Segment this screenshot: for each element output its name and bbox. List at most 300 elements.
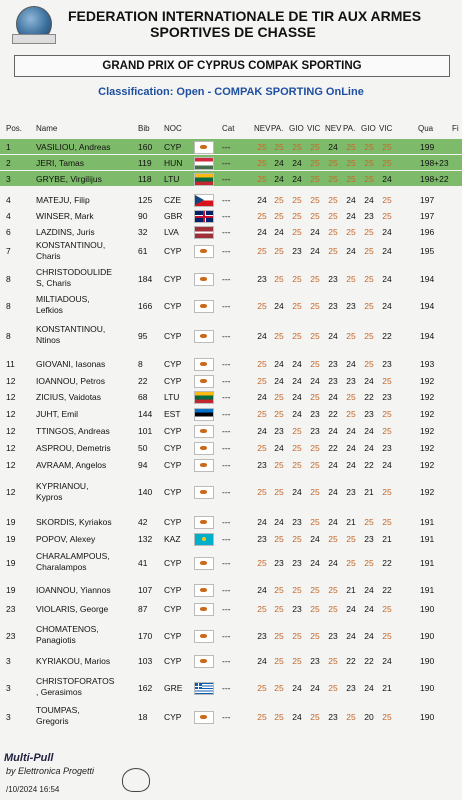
category-cell: ---	[222, 331, 231, 341]
round-score-cell: 25	[328, 585, 338, 595]
round-score-cell: 25	[310, 712, 320, 722]
athlete-name-line: Charalampos	[36, 562, 87, 572]
col-header-round: NEV	[254, 124, 271, 133]
category-cell: ---	[222, 604, 231, 614]
round-score-cell: 23	[310, 409, 320, 419]
round-score-cell: 24	[292, 683, 302, 693]
round-score-cell: 25	[346, 227, 356, 237]
athlete-name-line: ZICIUS, Vaidotas	[36, 392, 102, 402]
round-score-cell: 25	[310, 195, 320, 205]
table-row	[0, 373, 462, 388]
athlete-name	[36, 409, 78, 420]
col-header-pos: Pos.	[6, 124, 23, 133]
bib-cell: 95	[138, 331, 148, 341]
round-score-cell: 24	[364, 443, 374, 453]
cyprus-island-shape	[200, 588, 207, 592]
round-score-cell: 24	[310, 227, 320, 237]
round-score-cell: 24	[292, 712, 302, 722]
col-header-round: PA.	[343, 124, 356, 133]
round-score-cell: 25	[346, 712, 356, 722]
round-score-cell: 25	[292, 460, 302, 470]
round-score-cell: 23	[328, 376, 338, 386]
round-score-cell: 25	[274, 712, 284, 722]
round-score-cell: 25	[364, 558, 374, 568]
round-score-cell: 25	[346, 331, 356, 341]
athlete-name-line: GRYBE, Virgilijus	[36, 174, 102, 184]
round-score-cell: 25	[346, 558, 356, 568]
round-score-cell: 25	[274, 487, 284, 497]
round-score-cell: 25	[364, 331, 374, 341]
round-score-cell: 25	[292, 656, 302, 666]
round-score-cell: 25	[274, 585, 284, 595]
athlete-name	[36, 359, 105, 370]
round-score-cell: 25	[364, 246, 374, 256]
round-score-cell: 25	[382, 142, 392, 152]
position-cell: 4	[6, 211, 11, 221]
noc-cell: CYP	[164, 487, 182, 497]
qualification-total-cell: 192	[420, 426, 435, 436]
position-cell: 23	[6, 604, 16, 614]
round-score-cell: 25	[310, 142, 320, 152]
country-flag-icon	[194, 682, 214, 695]
country-flag-icon	[194, 226, 214, 239]
athlete-name-line: AVRAAM, Angelos	[36, 460, 107, 470]
bib-cell: 101	[138, 426, 153, 436]
round-score-cell: 22	[364, 392, 374, 402]
athlete-name	[36, 551, 110, 573]
bib-cell: 118	[138, 174, 152, 184]
position-cell: 3	[6, 174, 11, 184]
position-cell: 8	[6, 301, 11, 311]
round-score-cell: 24	[257, 227, 267, 237]
category-cell: ---	[222, 301, 231, 311]
noc-cell: CYP	[164, 631, 182, 641]
athlete-name-line: JUHT, Emil	[36, 409, 79, 419]
round-score-cell: 25	[328, 683, 338, 693]
athlete-name-line: IOANNOU, Petros	[36, 376, 105, 386]
round-score-cell: 24	[257, 426, 267, 436]
category-cell: ---	[222, 158, 231, 168]
category-cell: ---	[222, 585, 231, 595]
flag-sun	[202, 537, 206, 541]
round-score-cell: 25	[292, 301, 302, 311]
country-flag-icon	[194, 655, 214, 668]
noc-cell: CYP	[164, 301, 182, 311]
cyprus-island-shape	[200, 277, 207, 281]
round-score-cell: 25	[364, 158, 374, 168]
athlete-name-line: CHRISTODOULIDE	[36, 267, 112, 277]
table-row	[0, 294, 462, 318]
round-score-cell: 24	[257, 656, 267, 666]
flag-cross	[203, 211, 205, 222]
cyprus-island-shape	[200, 634, 207, 638]
round-score-cell: 24	[257, 195, 267, 205]
athlete-name	[36, 240, 105, 262]
round-score-cell: 24	[292, 174, 302, 184]
round-score-cell: 23	[328, 359, 338, 369]
position-cell: 8	[6, 274, 11, 284]
qualification-total-cell: 190	[420, 656, 435, 666]
round-score-cell: 25	[364, 174, 374, 184]
qualification-total-cell: 194	[420, 331, 435, 341]
round-score-cell: 25	[328, 534, 338, 544]
round-score-cell: 25	[310, 301, 320, 311]
position-cell: 4	[6, 195, 11, 205]
athlete-name	[36, 294, 90, 316]
cyprus-island-shape	[200, 520, 207, 524]
multi-pull-brand: Multi-Pull	[4, 752, 54, 764]
athlete-name	[36, 392, 101, 403]
round-score-cell: 23	[328, 631, 338, 641]
category-cell: ---	[222, 683, 231, 693]
qualification-total-cell: 190	[420, 631, 435, 641]
round-score-cell: 25	[346, 409, 356, 419]
qualification-total-cell: 198+22	[420, 174, 449, 184]
round-score-cell: 23	[382, 443, 392, 453]
round-score-cell: 25	[310, 359, 320, 369]
cyprus-island-shape	[200, 561, 207, 565]
round-score-cell: 23	[328, 712, 338, 722]
qualification-total-cell: 190	[420, 683, 435, 693]
noc-cell: CYP	[164, 517, 182, 527]
qualification-total-cell: 199	[420, 142, 435, 152]
round-score-cell: 25	[274, 211, 284, 221]
category-cell: ---	[222, 558, 231, 568]
round-score-cell: 25	[310, 274, 320, 284]
organization-title-line1: FEDERATION INTERNATIONALE DE TIR AUX ARMES	[68, 8, 422, 24]
col-header-name: Name	[36, 124, 58, 133]
round-score-cell: 25	[292, 426, 302, 436]
athlete-name-line: Panagiotis	[36, 635, 76, 645]
round-score-cell: 24	[382, 227, 392, 237]
athlete-name	[36, 585, 111, 596]
col-header-noc: NOC	[164, 124, 182, 133]
round-score-cell: 24	[382, 656, 392, 666]
round-score-cell: 24	[257, 517, 267, 527]
round-score-cell: 24	[364, 585, 374, 595]
col-header-round: PA.	[271, 124, 284, 133]
country-flag-icon	[194, 245, 214, 258]
athlete-name-line: MILTIADOUS,	[36, 294, 90, 304]
round-score-cell: 22	[346, 656, 356, 666]
round-score-cell: 25	[346, 534, 356, 544]
round-score-cell: 25	[328, 195, 338, 205]
bib-cell: 32	[138, 227, 148, 237]
category-cell: ---	[222, 359, 231, 369]
bib-cell: 42	[138, 517, 148, 527]
round-score-cell: 24	[328, 331, 338, 341]
round-score-cell: 23	[310, 426, 320, 436]
qualification-total-cell: 192	[420, 487, 435, 497]
round-score-cell: 24	[346, 211, 356, 221]
qualification-total-cell: 192	[420, 409, 435, 419]
table-row	[0, 171, 462, 186]
position-cell: 12	[6, 487, 16, 497]
country-flag-icon	[194, 173, 214, 186]
round-score-cell: 24	[328, 517, 338, 527]
category-cell: ---	[222, 392, 231, 402]
category-cell: ---	[222, 534, 231, 544]
round-score-cell: 24	[274, 376, 284, 386]
round-score-cell: 24	[310, 246, 320, 256]
round-score-cell: 22	[364, 656, 374, 666]
athlete-name	[36, 676, 114, 698]
round-score-cell: 25	[346, 274, 356, 284]
category-cell: ---	[222, 211, 231, 221]
category-cell: ---	[222, 195, 231, 205]
athlete-name-line: KYPRIANOU,	[36, 481, 89, 491]
round-score-cell: 25	[364, 301, 374, 311]
round-score-cell: 25	[257, 142, 267, 152]
athlete-name-line: POPOV, Alexey	[36, 534, 96, 544]
noc-cell: CYP	[164, 604, 182, 614]
round-score-cell: 24	[310, 558, 320, 568]
noc-cell: CYP	[164, 331, 182, 341]
round-score-cell: 21	[382, 534, 392, 544]
qualification-total-cell: 191	[420, 558, 435, 568]
round-score-cell: 25	[257, 558, 267, 568]
country-flag-icon	[194, 516, 214, 529]
elettronica-progetti-credit: by Elettronica Progetti	[6, 766, 95, 776]
athlete-name-line: TTINGOS, Andreas	[36, 426, 110, 436]
cyprus-island-shape	[200, 249, 207, 253]
category-cell: ---	[222, 460, 231, 470]
noc-cell: CYP	[164, 460, 182, 470]
country-flag-icon	[194, 486, 214, 499]
round-score-cell: 24	[346, 195, 356, 205]
col-header-round: VIC	[379, 124, 393, 133]
round-score-cell: 25	[257, 359, 267, 369]
table-row	[0, 653, 462, 668]
category-cell: ---	[222, 376, 231, 386]
round-score-cell: 23	[292, 558, 302, 568]
round-score-cell: 24	[382, 246, 392, 256]
bib-cell: 132	[138, 534, 153, 544]
athlete-name-line: KYRIAKOU, Marios	[36, 656, 111, 666]
round-score-cell: 25	[328, 656, 338, 666]
table-row	[0, 406, 462, 421]
athlete-name-line: CHRISTOFORATOS	[36, 676, 115, 686]
round-score-cell: 24	[382, 174, 392, 184]
country-flag-icon	[194, 273, 214, 286]
bib-cell: 61	[138, 246, 148, 256]
athlete-name-line: S, Charis	[36, 278, 71, 288]
bib-cell: 103	[138, 656, 153, 666]
round-score-cell: 25	[310, 631, 320, 641]
round-score-cell: 24	[257, 585, 267, 595]
round-score-cell: 25	[346, 174, 356, 184]
round-score-cell: 25	[310, 517, 320, 527]
noc-cell: CYP	[164, 443, 182, 453]
col-header-cat: Cat	[222, 124, 235, 133]
round-score-cell: 25	[382, 712, 392, 722]
page-header	[0, 0, 462, 52]
athlete-name	[36, 324, 105, 346]
round-score-cell: 25	[328, 227, 338, 237]
round-score-cell: 23	[310, 656, 320, 666]
table-row	[0, 139, 462, 154]
position-cell: 12	[6, 409, 16, 419]
table-row	[0, 551, 462, 575]
col-header-fi: Fi	[452, 124, 459, 133]
qualification-total-cell: 197	[420, 211, 435, 221]
table-row	[0, 356, 462, 371]
country-flag-icon	[194, 330, 214, 343]
bib-cell: 119	[138, 158, 152, 168]
table-row	[0, 155, 462, 170]
round-score-cell: 24	[346, 604, 356, 614]
country-flag-icon	[194, 425, 214, 438]
round-score-cell: 25	[257, 683, 267, 693]
bib-cell: 184	[138, 274, 153, 284]
qualification-total-cell: 192	[420, 443, 435, 453]
table-row	[0, 676, 462, 700]
logo-band	[12, 34, 56, 44]
qualification-total-cell: 193	[420, 359, 435, 369]
athlete-name	[36, 376, 105, 387]
round-score-cell: 23	[292, 517, 302, 527]
country-flag-icon	[194, 300, 214, 313]
round-score-cell: 25	[346, 392, 356, 402]
round-score-cell: 25	[364, 142, 374, 152]
round-score-cell: 25	[382, 158, 392, 168]
noc-cell: CYP	[164, 376, 182, 386]
athlete-name-line: KONSTANTINOU,	[36, 324, 106, 334]
round-score-cell: 22	[382, 558, 392, 568]
table-row	[0, 208, 462, 223]
athlete-name	[36, 426, 110, 437]
category-cell: ---	[222, 656, 231, 666]
round-score-cell: 25	[257, 158, 267, 168]
round-score-cell: 25	[364, 227, 374, 237]
round-score-cell: 24	[364, 683, 374, 693]
qualification-total-cell: 194	[420, 301, 435, 311]
round-score-cell: 22	[328, 443, 338, 453]
round-score-cell: 22	[382, 585, 392, 595]
country-flag-icon	[194, 408, 214, 421]
athlete-name-line: Lefkios	[36, 305, 63, 315]
event-title: GRAND PRIX OF CYPRUS COMPAK SPORTING	[14, 55, 450, 77]
noc-cell: CZE	[164, 195, 181, 205]
country-flag-icon	[194, 557, 214, 570]
round-score-cell: 25	[382, 487, 392, 497]
round-score-cell: 25	[274, 604, 284, 614]
category-cell: ---	[222, 631, 231, 641]
athlete-name	[36, 158, 84, 169]
cyprus-island-shape	[200, 145, 207, 149]
round-score-cell: 24	[346, 460, 356, 470]
round-score-cell: 24	[382, 301, 392, 311]
cyprus-island-shape	[200, 490, 207, 494]
round-score-cell: 25	[328, 604, 338, 614]
round-score-cell: 25	[274, 392, 284, 402]
noc-cell: LTU	[164, 174, 180, 184]
round-score-cell: 24	[328, 460, 338, 470]
round-score-cell: 25	[292, 585, 302, 595]
round-score-cell: 25	[274, 534, 284, 544]
col-header-round: VIC	[307, 124, 321, 133]
round-score-cell: 24	[328, 142, 338, 152]
round-score-cell: 23	[274, 426, 284, 436]
athlete-name-line: SKORDIS, Kyriakos	[36, 517, 112, 527]
qualification-total-cell: 196	[420, 227, 435, 237]
round-score-cell: 25	[274, 656, 284, 666]
round-score-cell: 25	[257, 443, 267, 453]
round-score-cell: 22	[364, 460, 374, 470]
round-score-cell: 25	[257, 487, 267, 497]
bib-cell: 107	[138, 585, 153, 595]
position-cell: 8	[6, 331, 11, 341]
round-score-cell: 25	[382, 211, 392, 221]
category-cell: ---	[222, 142, 231, 152]
round-score-cell: 25	[364, 359, 374, 369]
round-score-cell: 25	[292, 631, 302, 641]
athlete-name	[36, 195, 90, 206]
country-flag-icon	[194, 630, 214, 643]
country-flag-icon	[194, 533, 214, 546]
athlete-name-line: VASILIOU, Andreas	[36, 142, 111, 152]
country-flag-icon	[194, 210, 214, 223]
round-score-cell: 25	[310, 211, 320, 221]
round-score-cell: 24	[257, 331, 267, 341]
round-score-cell: 22	[382, 331, 392, 341]
bib-cell: 125	[138, 195, 153, 205]
round-score-cell: 25	[257, 211, 267, 221]
athlete-name	[36, 604, 108, 615]
round-score-cell: 25	[382, 631, 392, 641]
table-row	[0, 240, 462, 262]
cyprus-island-shape	[200, 463, 207, 467]
noc-cell: LTU	[164, 392, 180, 402]
position-cell: 19	[6, 585, 16, 595]
round-score-cell: 24	[328, 558, 338, 568]
cyprus-island-shape	[200, 362, 207, 366]
noc-cell: EST	[164, 409, 181, 419]
round-score-cell: 21	[346, 585, 356, 595]
round-score-cell: 23	[382, 359, 392, 369]
table-row	[0, 601, 462, 616]
round-score-cell: 25	[292, 142, 302, 152]
athlete-name	[36, 656, 110, 667]
noc-cell: GBR	[164, 211, 183, 221]
round-score-cell: 23	[257, 631, 267, 641]
athlete-name	[36, 705, 80, 727]
country-flag-icon	[194, 157, 214, 170]
country-flag-icon	[194, 711, 214, 724]
round-score-cell: 25	[382, 409, 392, 419]
bib-cell: 90	[138, 211, 148, 221]
round-score-cell: 25	[257, 712, 267, 722]
bib-cell: 22	[138, 376, 148, 386]
table-row	[0, 705, 462, 729]
round-score-cell: 21	[382, 683, 392, 693]
round-score-cell: 25	[310, 158, 320, 168]
table-row	[0, 582, 462, 597]
athlete-name-line: Charis	[36, 251, 61, 261]
position-cell: 6	[6, 227, 11, 237]
round-score-cell: 25	[310, 331, 320, 341]
round-score-cell: 24	[310, 376, 320, 386]
flag-cross	[195, 686, 202, 687]
athlete-name-line: Kypros	[36, 492, 63, 502]
round-score-cell: 24	[310, 534, 320, 544]
category-cell: ---	[222, 517, 231, 527]
athlete-name	[36, 443, 111, 454]
round-score-cell: 25	[382, 195, 392, 205]
round-score-cell: 25	[382, 426, 392, 436]
round-score-cell: 25	[310, 585, 320, 595]
noc-cell: CYP	[164, 712, 182, 722]
